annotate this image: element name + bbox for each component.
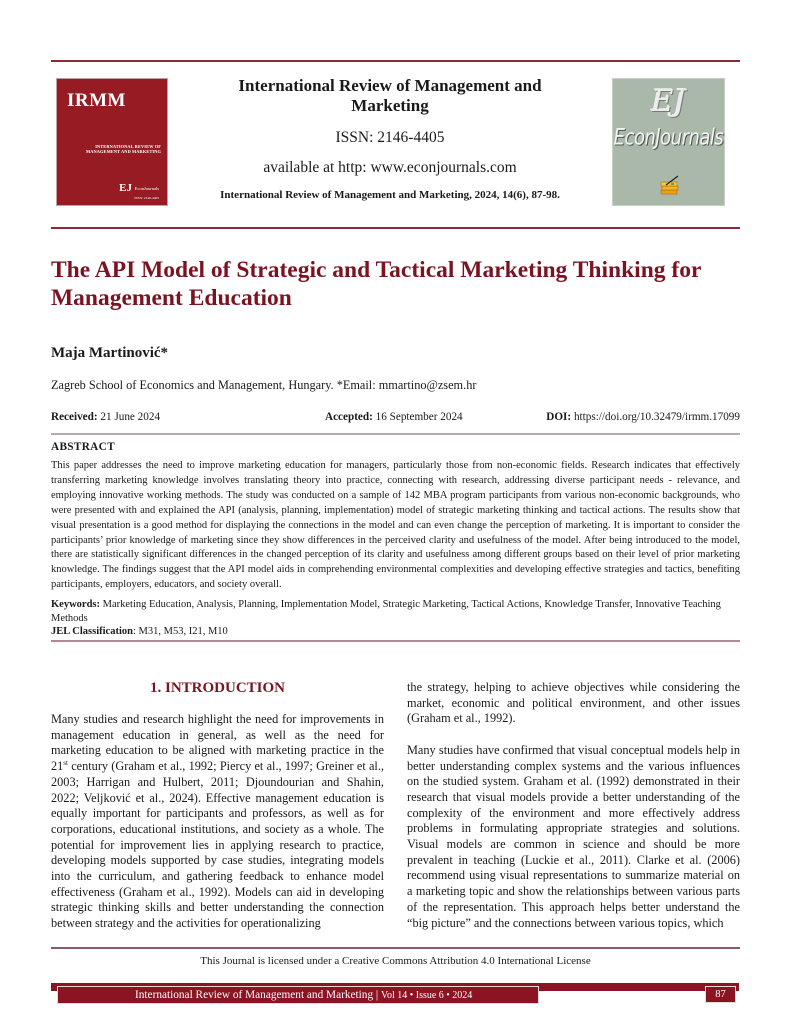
cover-ej-mark: EJ bbox=[119, 182, 132, 194]
cover-issn: ISSN: 2146-4405 bbox=[134, 196, 159, 200]
paragraph: Many studies have confirmed that visual conceptual models help in better understanding complex systems and the various influences on the studied system. Graham et al. (1992) demonstrated in their research that visual models provide a better understanding of the complexity of the environment and more effectively address problems in formulating appropriate strategies and solutions. Visual models are common in science and should be more prevalent in teaching (Luckie et al., 2011). Clarke et al. (2006) recommend using visual representations to summarize material on a marketing topic and show the relationships between various parts of the representation. This approach helps better understand the “big picture” and the connections between various topics, which bbox=[407, 742, 740, 930]
paragraph-text: century (Graham et al., 1992; Piercy et al., 1997; Greiner et al., 2003; Harrigan and Hulbert, 2011; Djoundourian and Shahin, 2022; Veljković et al., 2024). Effective management education is equally important for participants and professors, as well as for corporations, educational institutions, and society as a whole. The potential for improvement lies in applying research to practice, developing models supported by case studies, integrating models into the curriculum, and gathering feedback to enhance model effectiveness (Graham et al., 1992). Models can aid in developing strategic thinking skills and better understanding the connection between strategy and the activities for operationalizing bbox=[51, 759, 384, 931]
accepted-label: Accepted: bbox=[325, 411, 373, 423]
header-top-rule bbox=[51, 60, 740, 62]
page-number: 87 bbox=[705, 986, 736, 1003]
received-value: 21 June 2024 bbox=[100, 411, 161, 423]
keywords bbox=[51, 598, 740, 625]
cover-subtitle bbox=[86, 144, 161, 154]
footer-volume-issue: Vol 14 • Issue 6 • 2024 bbox=[381, 990, 473, 1001]
abstract-top-rule bbox=[51, 433, 740, 435]
journal-cover-image bbox=[56, 78, 168, 206]
section-heading-introduction: 1. INTRODUCTION bbox=[149, 680, 285, 696]
jel-classification bbox=[51, 625, 740, 639]
accepted-value: 16 September 2024 bbox=[375, 411, 463, 423]
jel-label: JEL Classification bbox=[51, 626, 133, 638]
received-date bbox=[51, 411, 160, 423]
keywords-block bbox=[51, 598, 740, 639]
books-pen-icon bbox=[659, 175, 681, 197]
cover-subtitle-line1: INTERNATIONAL REVIEW OF bbox=[95, 144, 161, 149]
footer-separator: | bbox=[373, 989, 382, 1001]
doi-link[interactable]: https://doi.org/10.32479/irmm.17099 bbox=[573, 411, 740, 423]
paragraph-text: Many studies and research highlight the need for improvements in management education in general, as well as the need for marketing education to be aligned with marketing practice in the 21 bbox=[51, 712, 384, 774]
abstract-heading: ABSTRACT bbox=[51, 441, 115, 453]
article-author: Maja Martinović* bbox=[51, 345, 169, 361]
jel-value: : M31, M53, I21, M10 bbox=[132, 626, 228, 638]
keywords-label: Keywords: bbox=[51, 599, 100, 610]
footer-journal-box bbox=[57, 986, 539, 1004]
superscript: st bbox=[63, 759, 68, 768]
footer-rule bbox=[51, 947, 740, 949]
license-notice: This Journal is licensed under a Creative Commons Attribution 4.0 International License bbox=[200, 955, 591, 967]
cover-ej-name: EconJournals bbox=[134, 185, 159, 191]
cover-ej-logo bbox=[119, 182, 159, 194]
accepted-date bbox=[325, 411, 463, 423]
cover-acronym: IRMM bbox=[67, 90, 126, 111]
author-affiliation: Zagreb School of Economics and Management, Hungary. *Email: mmartino@zsem.hr bbox=[51, 378, 477, 392]
header-bottom-rule bbox=[51, 227, 740, 229]
body-column-right bbox=[407, 680, 740, 931]
keywords-value: Marketing Education, Analysis, Planning, Implementation Model, Strategic Marketing, Tactical Actions, Knowledge Transfer, Innovative Teaching Methods bbox=[51, 599, 721, 624]
journal-header bbox=[200, 76, 580, 201]
footer-journal-name: International Review of Management and Marketing bbox=[135, 989, 374, 1001]
footer-journal-text bbox=[135, 987, 472, 1004]
journal-title: International Review of Management and Marketing bbox=[238, 76, 542, 115]
received-label: Received: bbox=[51, 411, 98, 423]
paragraph bbox=[51, 712, 384, 932]
keywords-bottom-rule bbox=[51, 640, 740, 642]
body-column-left bbox=[51, 712, 384, 932]
journal-availability[interactable]: available at http: www.econjournals.com bbox=[263, 159, 517, 176]
ej-mark: EJ bbox=[651, 84, 686, 119]
cover-subtitle-line2: MANAGEMENT AND MARKETING bbox=[85, 149, 161, 154]
journal-issn: ISSN: 2146-4405 bbox=[335, 129, 445, 146]
ej-name: EconJournals bbox=[613, 124, 724, 151]
journal-citation: International Review of Management and Marketing, 2024, 14(6), 87-98. bbox=[220, 189, 560, 201]
abstract-text: This paper addresses the need to improve marketing education for managers, particularly those from non-economic fields. Research indicates that effectively transferring marketing knowledge involves translating theory into practice, connecting with research, addressing diverse participant needs - relevance, and employing innovative working methods. The study was conducted on a sample of 142 MBA program participants from various non-economic backgrounds, who were presented with and explained the API (analysis, planning, implementation) model of strategic marketing thinking and tactical actions. The results show that visual presentation is a good method for displaying the connections in the model and can even change the perception of marketing. It is important to consider the participants’ prior knowledge of marketing since they show differences in the perceived clarity and usefulness of the model. After being introduced to the model, there are statistically significant differences in the changed perception of its clarity and usefulness among different groups based on their level of prior marketing knowledge. The findings suggest that the API model aids in comprehending environmental complexities and developing effective strategies and tactics, benefiting participants, employers, educators, and society overall. bbox=[51, 460, 740, 591]
article-title: The API Model of Strategic and Tactical Marketing Thinking for Management Education bbox=[51, 257, 701, 311]
econjournals-logo bbox=[612, 78, 725, 206]
paragraph: the strategy, helping to achieve objectives while considering the market, economic and political environment, and other issues (Graham et al., 1992). bbox=[407, 680, 740, 726]
doi-label: DOI: bbox=[546, 411, 572, 423]
doi bbox=[546, 411, 740, 423]
